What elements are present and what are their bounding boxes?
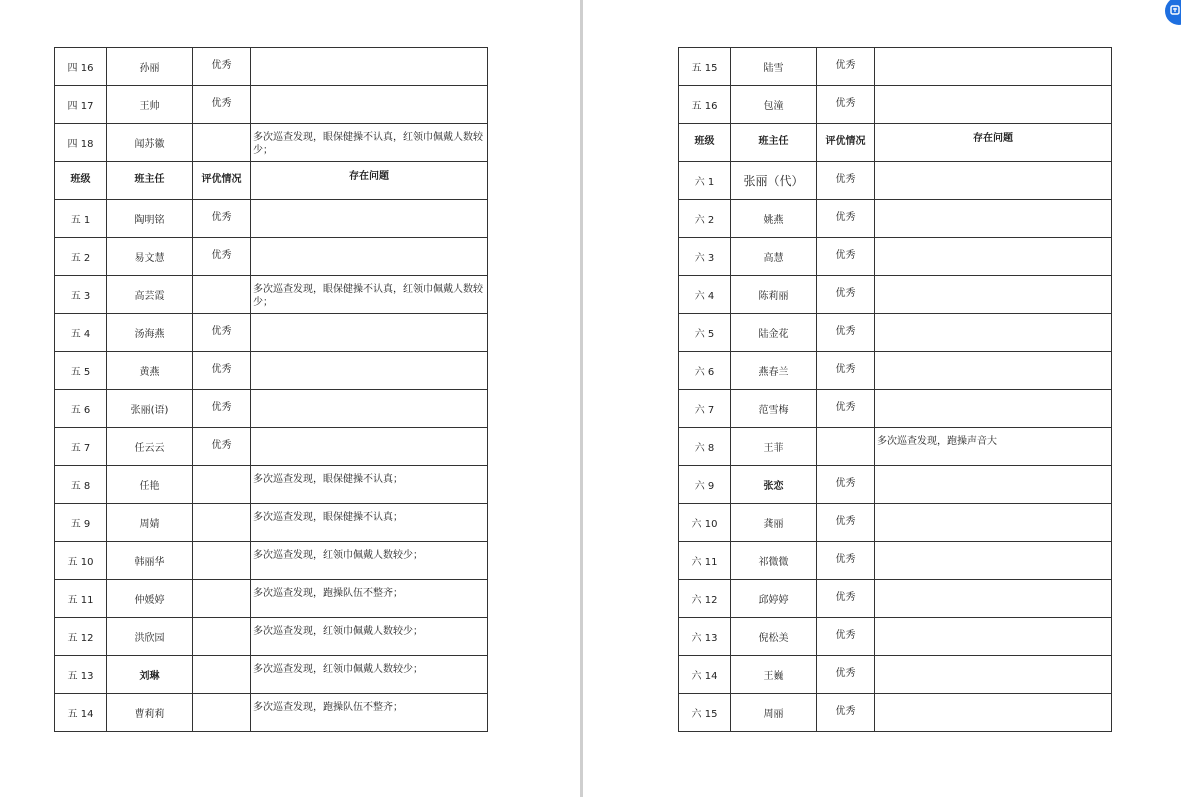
table-row xyxy=(679,162,1112,200)
translate-icon[interactable] xyxy=(1165,0,1181,25)
class-cell: 五 13 xyxy=(55,656,107,694)
teacher-cell: 陆金花 xyxy=(731,314,817,352)
rating-cell: 优秀 xyxy=(817,694,875,732)
class-cell: 六 14 xyxy=(679,656,731,694)
class-cell: 六 5 xyxy=(679,314,731,352)
issue-cell xyxy=(251,238,488,276)
class-cell: 六 9 xyxy=(679,466,731,504)
rating-cell: 优秀 xyxy=(817,618,875,656)
issue-cell: 多次巡查发现，眼保健操不认真，红领巾佩戴人数较少； xyxy=(251,124,488,162)
class-cell: 六 3 xyxy=(679,238,731,276)
issue-cell xyxy=(875,390,1112,428)
issue-cell xyxy=(251,86,488,124)
table-row xyxy=(679,466,1112,504)
teacher-cell: 洪欣园 xyxy=(107,618,193,656)
rating-cell xyxy=(817,428,875,466)
rating-cell: 优秀 xyxy=(193,200,251,238)
teacher-cell: 王帅 xyxy=(107,86,193,124)
issue-cell xyxy=(251,200,488,238)
rating-cell: 优秀 xyxy=(817,390,875,428)
table-row xyxy=(679,580,1112,618)
teacher-cell: 韩丽华 xyxy=(107,542,193,580)
table-row xyxy=(55,580,488,618)
class-cell: 六 2 xyxy=(679,200,731,238)
rating-cell: 优秀 xyxy=(817,276,875,314)
rating-cell xyxy=(193,542,251,580)
issue-cell: 多次巡查发现，跑操声音大 xyxy=(875,428,1112,466)
rating-cell: 优秀 xyxy=(817,86,875,124)
class-cell: 六 4 xyxy=(679,276,731,314)
teacher-cell: 黄燕 xyxy=(107,352,193,390)
table-row xyxy=(679,390,1112,428)
issue-cell xyxy=(875,162,1112,200)
class-cell: 六 6 xyxy=(679,352,731,390)
issue-cell xyxy=(875,580,1112,618)
table-row xyxy=(679,542,1112,580)
rating-cell xyxy=(193,694,251,732)
table-row xyxy=(55,390,488,428)
class-cell: 六 12 xyxy=(679,580,731,618)
teacher-cell: 王菲 xyxy=(731,428,817,466)
rating-cell: 优秀 xyxy=(817,352,875,390)
issue-cell xyxy=(251,352,488,390)
table-row xyxy=(55,504,488,542)
rating-cell: 优秀 xyxy=(193,86,251,124)
class-evaluation-table-left xyxy=(54,47,488,732)
table-row xyxy=(679,200,1112,238)
teacher-cell: 陶明铭 xyxy=(107,200,193,238)
class-cell: 班级 xyxy=(679,124,731,162)
table-row xyxy=(679,428,1112,466)
class-cell: 五 12 xyxy=(55,618,107,656)
table-row xyxy=(55,124,488,162)
teacher-cell: 张丽（代） xyxy=(731,162,817,200)
issue-cell xyxy=(251,314,488,352)
class-cell: 五 9 xyxy=(55,504,107,542)
teacher-cell: 包潼 xyxy=(731,86,817,124)
table-row xyxy=(55,618,488,656)
table-row xyxy=(55,656,488,694)
teacher-cell: 祁微微 xyxy=(731,542,817,580)
class-cell: 五 8 xyxy=(55,466,107,504)
teacher-cell: 班主任 xyxy=(107,162,193,200)
class-cell: 六 15 xyxy=(679,694,731,732)
class-cell: 五 3 xyxy=(55,276,107,314)
rating-cell: 优秀 xyxy=(817,162,875,200)
class-cell: 五 10 xyxy=(55,542,107,580)
issue-cell: 多次巡查发现，跑操队伍不整齐； xyxy=(251,694,488,732)
class-cell: 五 4 xyxy=(55,314,107,352)
table-row xyxy=(55,86,488,124)
table-row xyxy=(55,48,488,86)
issue-cell xyxy=(875,238,1112,276)
translate-glyph-icon xyxy=(1170,4,1181,18)
teacher-cell: 汤海燕 xyxy=(107,314,193,352)
table-row xyxy=(679,238,1112,276)
class-evaluation-table-right xyxy=(678,47,1112,732)
table-row xyxy=(679,656,1112,694)
issue-cell: 存在问题 xyxy=(875,124,1112,162)
class-cell: 六 10 xyxy=(679,504,731,542)
teacher-cell: 倪松美 xyxy=(731,618,817,656)
issue-cell xyxy=(875,48,1112,86)
rating-cell: 优秀 xyxy=(193,428,251,466)
table-row xyxy=(55,276,488,314)
teacher-cell: 燕春兰 xyxy=(731,352,817,390)
rating-cell: 优秀 xyxy=(193,352,251,390)
class-cell: 五 6 xyxy=(55,390,107,428)
rating-cell: 优秀 xyxy=(193,48,251,86)
class-cell: 五 1 xyxy=(55,200,107,238)
issue-cell: 多次巡查发现，红领巾佩戴人数较少； xyxy=(251,542,488,580)
table-row xyxy=(55,314,488,352)
rating-cell: 优秀 xyxy=(817,466,875,504)
issue-cell: 多次巡查发现，红领巾佩戴人数较少； xyxy=(251,656,488,694)
rating-cell: 优秀 xyxy=(817,238,875,276)
table-row xyxy=(679,276,1112,314)
class-cell: 六 13 xyxy=(679,618,731,656)
class-cell: 五 14 xyxy=(55,694,107,732)
class-cell: 五 7 xyxy=(55,428,107,466)
issue-cell: 多次巡查发现，眼保健操不认真； xyxy=(251,504,488,542)
rating-cell: 评优情况 xyxy=(193,162,251,200)
teacher-cell: 任艳 xyxy=(107,466,193,504)
issue-cell: 多次巡查发现，眼保健操不认真，红领巾佩戴人数较少； xyxy=(251,276,488,314)
teacher-cell: 周丽 xyxy=(731,694,817,732)
rating-cell: 优秀 xyxy=(193,390,251,428)
rating-cell: 优秀 xyxy=(817,200,875,238)
table-row xyxy=(679,694,1112,732)
teacher-cell: 张恋 xyxy=(731,466,817,504)
table-row xyxy=(679,352,1112,390)
rating-cell xyxy=(193,466,251,504)
issue-cell xyxy=(875,694,1112,732)
teacher-cell: 邱婷婷 xyxy=(731,580,817,618)
rating-cell: 优秀 xyxy=(817,542,875,580)
table-row xyxy=(55,200,488,238)
table-row xyxy=(55,428,488,466)
class-cell: 班级 xyxy=(55,162,107,200)
issue-cell xyxy=(875,200,1112,238)
rating-cell xyxy=(193,504,251,542)
teacher-cell: 高芸霞 xyxy=(107,276,193,314)
class-cell: 五 5 xyxy=(55,352,107,390)
class-cell: 五 16 xyxy=(679,86,731,124)
teacher-cell: 张丽(语) xyxy=(107,390,193,428)
issue-cell xyxy=(251,428,488,466)
teacher-cell: 姚燕 xyxy=(731,200,817,238)
rating-cell xyxy=(193,276,251,314)
rating-cell: 优秀 xyxy=(817,656,875,694)
rating-cell xyxy=(193,580,251,618)
table-row xyxy=(679,314,1112,352)
teacher-cell: 班主任 xyxy=(731,124,817,162)
table-row xyxy=(679,48,1112,86)
table-row xyxy=(679,618,1112,656)
issue-cell: 多次巡查发现，红领巾佩戴人数较少； xyxy=(251,618,488,656)
table-row xyxy=(55,694,488,732)
table-header-row xyxy=(55,162,488,200)
rating-cell: 优秀 xyxy=(817,580,875,618)
teacher-cell: 龚丽 xyxy=(731,504,817,542)
issue-cell xyxy=(251,48,488,86)
table-row xyxy=(55,238,488,276)
table-row xyxy=(679,86,1112,124)
table-row xyxy=(55,352,488,390)
issue-cell xyxy=(875,542,1112,580)
teacher-cell: 仲媛婷 xyxy=(107,580,193,618)
rating-cell: 优秀 xyxy=(193,314,251,352)
rating-cell: 优秀 xyxy=(193,238,251,276)
class-cell: 四 18 xyxy=(55,124,107,162)
issue-cell xyxy=(875,352,1112,390)
teacher-cell: 范雪梅 xyxy=(731,390,817,428)
rating-cell xyxy=(193,618,251,656)
class-cell: 六 8 xyxy=(679,428,731,466)
class-cell: 六 11 xyxy=(679,542,731,580)
teacher-cell: 刘琳 xyxy=(107,656,193,694)
teacher-cell: 任云云 xyxy=(107,428,193,466)
class-cell: 四 16 xyxy=(55,48,107,86)
class-cell: 六 1 xyxy=(679,162,731,200)
class-cell: 五 2 xyxy=(55,238,107,276)
teacher-cell: 陈莉丽 xyxy=(731,276,817,314)
teacher-cell: 孙丽 xyxy=(107,48,193,86)
teacher-cell: 易文慧 xyxy=(107,238,193,276)
issue-cell xyxy=(875,276,1112,314)
table-header-row xyxy=(679,124,1112,162)
issue-cell xyxy=(875,314,1112,352)
issue-cell xyxy=(875,466,1112,504)
table-row xyxy=(679,504,1112,542)
issue-cell: 存在问题 xyxy=(251,162,488,200)
rating-cell xyxy=(193,656,251,694)
teacher-cell: 周婧 xyxy=(107,504,193,542)
issue-cell xyxy=(251,390,488,428)
rating-cell xyxy=(193,124,251,162)
class-cell: 五 15 xyxy=(679,48,731,86)
teacher-cell: 高慧 xyxy=(731,238,817,276)
table-row xyxy=(55,466,488,504)
issue-cell xyxy=(875,86,1112,124)
issue-cell xyxy=(875,618,1112,656)
table-row xyxy=(55,542,488,580)
issue-cell: 多次巡查发现，跑操队伍不整齐； xyxy=(251,580,488,618)
teacher-cell: 陆雪 xyxy=(731,48,817,86)
teacher-cell: 闻苏徽 xyxy=(107,124,193,162)
class-cell: 四 17 xyxy=(55,86,107,124)
rating-cell: 评优情况 xyxy=(817,124,875,162)
issue-cell xyxy=(875,656,1112,694)
rating-cell: 优秀 xyxy=(817,504,875,542)
class-cell: 六 7 xyxy=(679,390,731,428)
class-cell: 五 11 xyxy=(55,580,107,618)
issue-cell xyxy=(875,504,1112,542)
issue-cell: 多次巡查发现，眼保健操不认真； xyxy=(251,466,488,504)
rating-cell: 优秀 xyxy=(817,48,875,86)
teacher-cell: 曹莉莉 xyxy=(107,694,193,732)
rating-cell: 优秀 xyxy=(817,314,875,352)
teacher-cell: 王巍 xyxy=(731,656,817,694)
